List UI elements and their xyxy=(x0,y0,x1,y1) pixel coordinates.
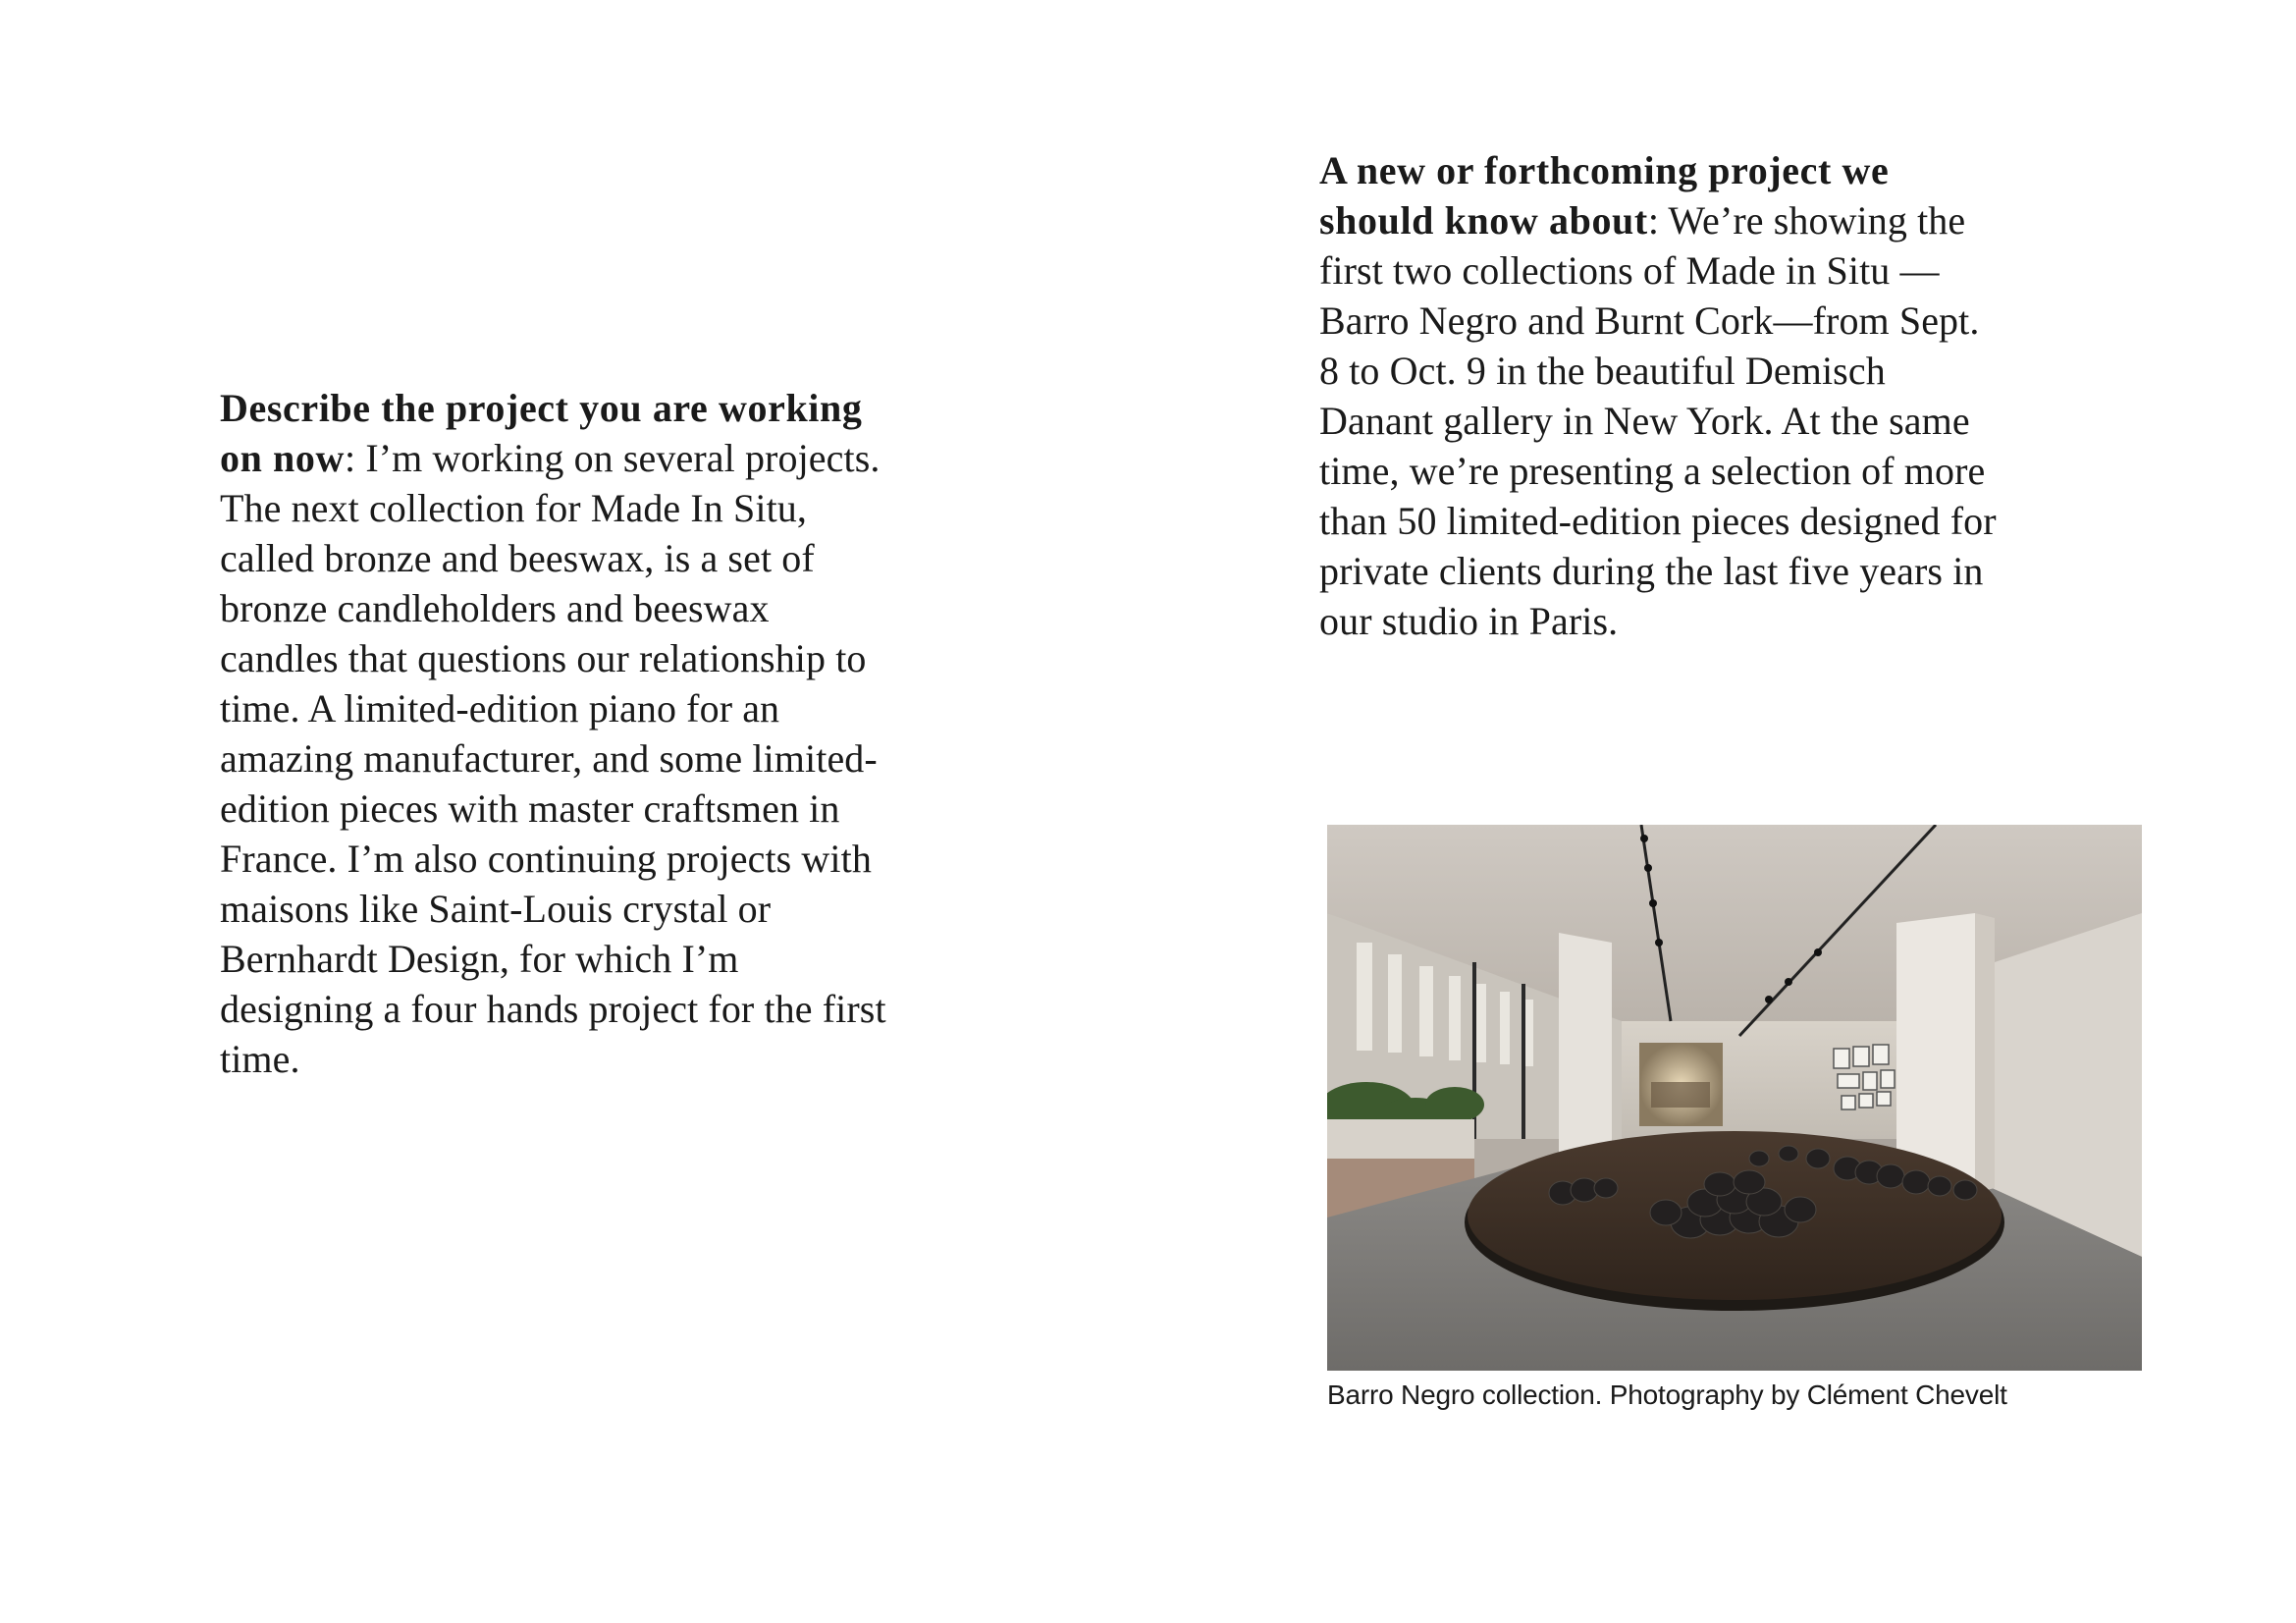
left-question: Describe the project you are working on now xyxy=(220,386,863,480)
gallery-photo xyxy=(1327,825,2142,1371)
right-qa-paragraph xyxy=(1319,145,2006,646)
right-page xyxy=(1148,0,2296,1623)
right-question: A new or forthcoming project we should know about xyxy=(1319,148,1890,243)
left-separator: : xyxy=(344,436,366,480)
gallery-figure xyxy=(1327,825,2142,1412)
right-separator: : xyxy=(1647,198,1669,243)
left-answer: I’m working on several projects. The next collection for Made In Situ, called bronze and beeswax, is a set of bronze candleholders and beeswax candles that questions our relationship to time. A limited-edition piano for an amazing manufacturer, and some limited-edition pieces with master craftsmen in France. I’m also continuing projects with maisons like Saint-Louis crystal or Bernhardt Design, for which I’m designing a four hands project for the first time. xyxy=(220,436,886,1081)
right-answer: We’re showing the first two collections of Made in Situ —Barro Negro and Burnt Cork—from Sept. 8 to Oct. 9 in the beautiful Demisch Danant gallery in New York. At the same time, we’re presenting a selection of more than 50 limited-edition pieces designed for private clients during the last five years in our studio in Paris. xyxy=(1319,198,1997,643)
photo-caption: Barro Negro collection. Photography by Clément Chevelt xyxy=(1327,1380,2007,1410)
left-qa-paragraph xyxy=(220,383,897,1084)
